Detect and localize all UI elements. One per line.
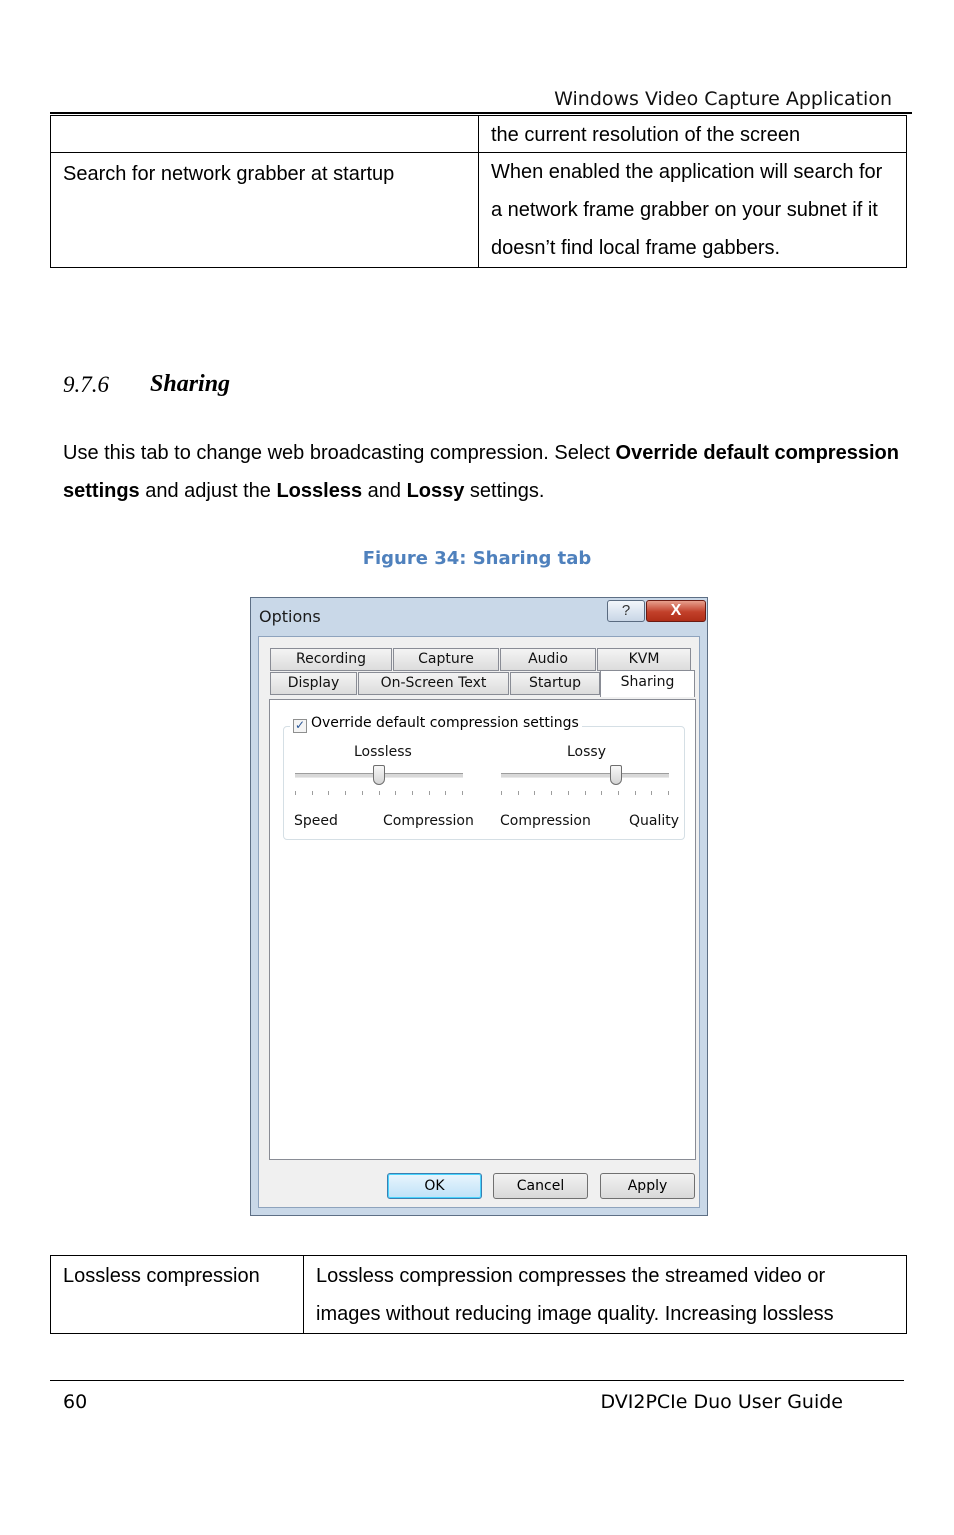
table-row [51,153,907,268]
settings-table-bottom [50,1255,907,1334]
lossless-tick [312,791,313,795]
header-rule [50,112,912,114]
lossless-tick [412,791,413,795]
lossy-tick [518,791,519,795]
lossy-tick [635,791,636,795]
section-number: 9.7.6 [63,372,109,397]
section-title: Sharing [150,371,231,397]
lossless-tick [345,791,346,795]
table-cell-description: Lossless compression compresses the streamed video or images without reducing image quality. Increasing lossless [304,1256,907,1334]
running-header: Windows Video Capture Application [554,88,892,110]
para-bold-override: Override default compression settings [63,442,899,502]
lossless-speed-label: Speed [294,813,338,829]
tab-recording[interactable]: Recording [270,648,392,671]
lossy-tick [618,791,619,795]
table-cell-description: When enabled the application will search for a network frame grabber on your subnet if it doesn’t find local frame gabbers. [479,153,907,268]
lossless-tick [379,791,380,795]
lossless-tick [295,791,296,795]
tab-audio[interactable]: Audio [500,648,596,671]
lossless-tick [395,791,396,795]
help-button[interactable]: ? [607,600,645,622]
dialog-title: Options [259,607,321,626]
override-checkbox-label: Override default compression settings [311,715,579,731]
lossy-tick [668,791,669,795]
table-cell-setting [51,116,479,153]
lossy-tick [585,791,586,795]
table-cell-setting: Lossless compression [51,1256,304,1334]
lossless-tick [445,791,446,795]
tab-display[interactable]: Display [270,672,357,695]
figure-caption: Figure 34: Sharing tab [362,548,592,569]
tab-startup[interactable]: Startup [510,672,600,695]
lossy-tick [551,791,552,795]
lossless-ticks [295,791,463,795]
lossless-tick [462,791,463,795]
options-dialog [250,597,708,1216]
lossy-compression-label: Compression [500,813,591,829]
lossless-label: Lossless [354,744,412,760]
checkbox-check-icon[interactable]: ✓ [294,718,306,732]
lossy-label: Lossy [567,744,606,760]
lossy-tick [601,791,602,795]
tab-kvm[interactable]: KVM [597,648,691,671]
page-number: 60 [63,1391,88,1413]
para-text: and [362,480,407,502]
footer-rule [50,1380,904,1381]
lossy-tick [501,791,502,795]
guide-title: DVI2PCIe Duo User Guide [600,1391,843,1413]
lossy-tick [651,791,652,795]
close-button[interactable]: X [646,600,706,622]
para-bold-lossy: Lossy [406,480,465,502]
lossless-slider-thumb[interactable] [373,765,385,785]
lossy-slider-thumb[interactable] [610,765,622,785]
cancel-button[interactable]: Cancel [493,1173,588,1199]
lossy-tick [568,791,569,795]
para-text: and adjust the [139,480,277,502]
lossless-compression-label: Compression [383,813,474,829]
apply-button[interactable]: Apply [600,1173,695,1199]
tab-on-screen-text[interactable]: On-Screen Text [358,672,509,695]
lossy-tick [534,791,535,795]
table-cell-description: the current resolution of the screen [479,116,907,153]
lossy-slider-track[interactable] [501,773,669,778]
table-row [51,116,907,153]
lossless-tick [362,791,363,795]
override-checkbox[interactable] [290,715,582,733]
para-text: settings. [464,480,545,502]
para-bold-lossless: Lossless [276,480,363,502]
table-cell-setting: Search for network grabber at startup [51,153,479,268]
lossy-quality-label: Quality [629,813,680,829]
body-paragraph [63,434,903,510]
sharing-tab-panel [269,699,696,1160]
tab-sharing[interactable]: Sharing [600,670,695,697]
tab-capture[interactable]: Capture [393,648,499,671]
para-text: Use this tab to change web broadcasting compression. Select [63,442,616,464]
ok-button[interactable]: OK [387,1173,482,1199]
table-row [51,1256,907,1334]
lossless-tick [328,791,329,795]
lossless-tick [429,791,430,795]
lossy-ticks [501,791,669,795]
settings-table-top [50,115,907,268]
dialog-client-area [258,636,700,1208]
compression-group [283,726,685,840]
